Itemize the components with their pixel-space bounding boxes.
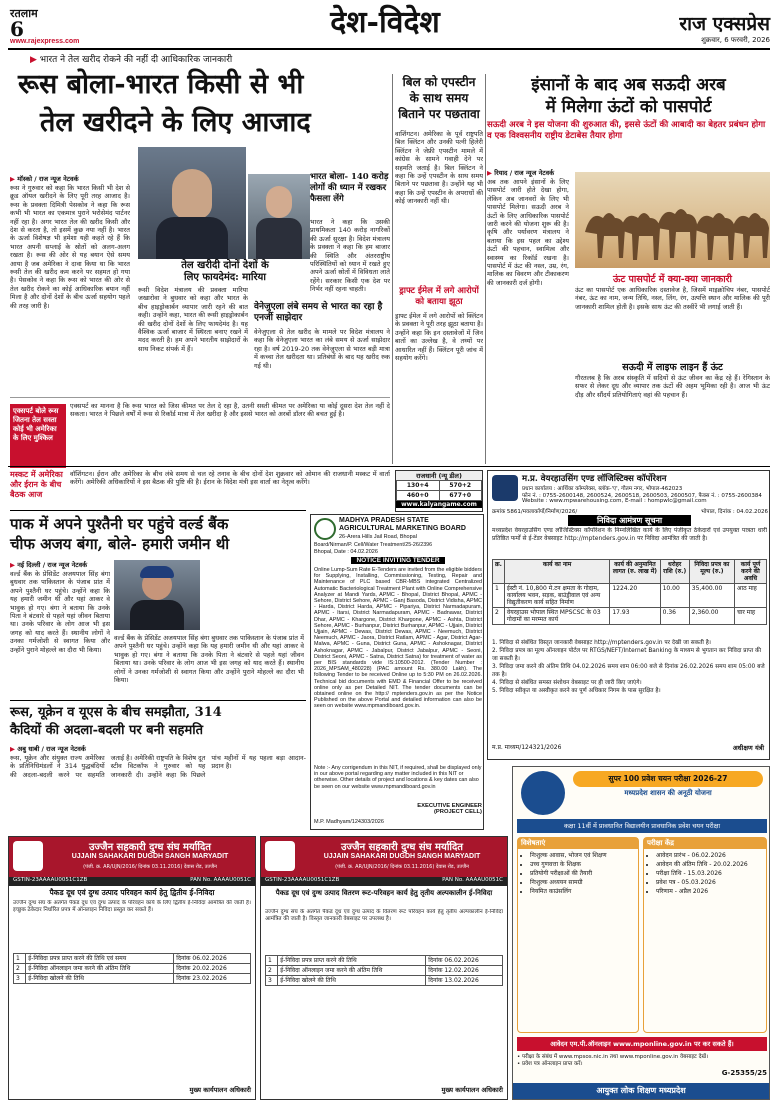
suit-shape [130, 600, 184, 630]
schedule-item: • परीक्षा तिथि - 15.03.2026 [656, 869, 766, 878]
org-web: Website : www.mpwarehousing.com, E-mail : hompwlc@gmail.com [522, 498, 707, 504]
byline-text: मॉस्को / राज न्यूज नेटवर्क [17, 175, 79, 183]
section-rule [8, 466, 770, 467]
table-cell: 1224.20 [610, 584, 660, 608]
ad-super100 [512, 766, 770, 1100]
table-header-cell: निविदा प्रपत्र का मूल्य (रु.) [689, 560, 734, 584]
table-cell: वेयरहाउस भोपाल स्थित MPSCSC के 03 गोदामों का मरम्मत कार्य [504, 608, 609, 625]
headline-1: रूस, यूक्रेन व यूएस के बीच समझौता, 314 [10, 705, 222, 720]
story-prisoner-swap [10, 700, 306, 830]
ad-title: पैकड दूध एवं दुग्ध उत्पाद वितरण रूट-परिवहन कार्य हेतु तृतीय अल्पकालीन ई-निविदा [275, 888, 493, 897]
body-col2: वर्ल्ड बैंक के प्रेसिडेंट अजयपाल सिंह बंगा बुधवार तक पाकिस्तान के पंजाब प्रांत में अपने पुश्तैनी घर पहुंचे। उन्होंने कहा कि यह हमारी जमीन थी और यहां आकर वे भावुक हो गए। बंगा ने बताया कि उनके पिता ने बंटवारे से पहले यहां जीवन बिताया था। उनके परिवार के लोग आज भी इस जगह को याद करते हैं। स्थानीय लोगों ने उनका गर्मजोशी से स्वागत किया और उन्होंने पुराने मोहल्ले का दौरा भी किया। [114, 634, 304, 685]
org-hindi: उज्जैन सहकारी दुग्ध संघ मर्यादित [88, 842, 212, 853]
mandi-logo-icon [314, 518, 336, 540]
ad-badge: सुपर 100 प्रवेश चयन परीक्षा 2026-27 [573, 771, 763, 787]
table-cell: दिनांक 23.02.2026 [174, 974, 251, 984]
tender-note: 1. निविदा से संबंधित विस्तृत जानकारी वेबसाइट http://mptenders.gov.in पर देखी जा सकती है। [492, 640, 712, 646]
ref-date: भोपाल, दिनांक : 04.02.2026 [701, 509, 768, 515]
schedule-item: • प्रवेश पत्र - 05.03.2026 [656, 878, 766, 887]
feature-item: • उच्च गुणवत्ता के शिक्षक [530, 860, 638, 869]
signatory: EXECUTIVE ENGINEER (PROJECT CELL) [417, 803, 482, 815]
ad-table [13, 953, 251, 984]
ad-banner: कक्षा 11वीं में प्रावधानित विद्यालयीन प्रावधानिक प्रवेश चयन परीक्षा [517, 819, 767, 833]
table-cell: ई-निविदा ऑनलाइन जमा करने की अंतिम तिथि [278, 966, 426, 976]
org-en: UJJAIN SAHAKARI DUGDH SANGH MARYADIT [71, 853, 229, 860]
body-col1: रूस ने गुरुवार को कहा कि भारत किसी भी देश से क्रूड ऑयल खरीदने के लिए पूरी तरह आजाद है। रूस के प्रवक्ता दिमित्री पेसकोव ने कहा कि रूस कभी भी भारत का एकमात्र पुराने भरोसेमंद पार्टनर नहीं रहा है। अगर भारत तेल की खरीद किसी और देश से करता है, तो इसमें कुछ नया नहीं है। भारत के ऊर्जा विशेषज्ञ भी हमेशा यही कहते रहे हैं कि भारत अपनी सप्लाई के स्रोतों को अलग-अलग रखता है। रूस की ओर से यह बयान ऐसे समय आया है जब अमेरिका ने दावा किया था कि भारत रूसी तेल की खरीद कम करने पर सहमत हो गया है। पेसकोव ने कहा कि रूस को भारत की ओर से तेल खरीद रोकने का कोई आधिकारिक बयान नहीं मिला है और दोनों देशों के बीच ऊर्जा सहयोग पहले की तरह जारी है। [10, 184, 130, 310]
ad-url[interactable]: www.kalyangame.com [396, 501, 482, 508]
feature-item: • निःशुल्क आवास, भोजन एवं शिक्षण [530, 851, 638, 860]
byline-text: नई दिल्ली / राज न्यूज नेटवर्क [17, 561, 88, 569]
table-cell: आठ माह [735, 584, 767, 608]
table-cell: दिनांक 06.02.2026 [426, 956, 503, 966]
caption-body: रूसी विदेश मंत्रालय की प्रवक्ता मारिया जखारोवा ने बुधवार को कहा और भारत के बीच हाइड्रोकार्बन व्यापार जारी रहने की बात कही। उन्होंने कहा, भारत की रूसी हाइड्रोकार्बन की खरीद दोनों देशों के लिए फायदेमंद है। यह वैश्विक ऊर्जा बाजार में स्थिरता बनाए रखने में मदद करती है। हम अपने भारतीय साझेदारों के साथ निकट संपर्क में हैं। [138, 286, 248, 353]
headline-1: पाक में अपने पुश्तैनी घर पहुंचे वर्ल्ड बैंक [10, 515, 229, 533]
signatory: मुख्य कार्यपालन अधिकारी [189, 1086, 251, 1094]
ad-footer: आयुक्त लोक शिक्षण मध्यप्रदेश [513, 1083, 769, 1099]
page-info [10, 6, 70, 42]
tax-ids [261, 877, 507, 886]
story-camel-passport [487, 74, 770, 464]
feature-item: • निःशुल्क अध्ययन सामग्री [530, 878, 638, 887]
headline-1: बिल को एपस्टीन [402, 75, 476, 89]
tax-ids [9, 877, 255, 886]
ad-body: उज्जैन दुग्ध संघ के अंतर्गत पैकड दूध एवं दुग्ध उत्पाद के परिवहन कार्य के लिए द्वितीय ई-निविदा आमंत्रित की जाती है। इच्छुक ठेकेदार निर्धारित प्रपत्र में ऑनलाइन निविदा प्रस्तुत कर सकते हैं। [13, 900, 251, 913]
kicker: ▶ भारत ने तेल खरीद रोकने की नहीं दी आधिकारिक जानकारी [30, 55, 233, 65]
ad-code: G-25355/25 [721, 1069, 767, 1077]
box-headline: ऊंट पासपोर्ट में क्या-क्या जानकारी [612, 274, 732, 285]
table-row [493, 584, 767, 608]
table-cell: चार माह [735, 608, 767, 625]
headline [10, 514, 306, 554]
right-head: परीक्षा केंद्र [644, 838, 766, 849]
table-row [493, 608, 767, 625]
divider [485, 74, 486, 464]
notice-title: NOTICE INVITING TENDER [351, 557, 445, 564]
rule [10, 510, 306, 511]
intro: मध्यप्रदेश वेयरहाउसिंग एण्ड लॉजिस्टिक्स कॉर्पोरेशन के निम्नलिखित कार्य के लिए पंजीकृत ठेकेदारों एवं उपयुक्त पात्रता धारी प्रतिष्ठित फर्मों से ई-टेंडर वेबसाइट http://mptenders.gov.in पर निविदा आमंत्रित की जाती है। [492, 527, 767, 543]
org-name-2: AGRICULTURAL MARKETING BOARD [339, 525, 466, 532]
subhead: ड्राफ्ट ईमेल में लगे आरोपों को बताया झूठा [399, 286, 479, 307]
headline-2: में मिलेगा ऊंटों को पासपोर्ट [545, 97, 712, 117]
tender-note: 5. निविदा स्वीकृत या अस्वीकृत करने का पूर्ण अधिकार निगम के पास सुरक्षित है। [492, 688, 661, 694]
face-shape-2 [266, 186, 292, 218]
ref: M.P. Madhyam/124303/2026 [314, 819, 384, 825]
org-addr: (पंजी. क्र. AR/UJN/2016/ दिनांक 03.11.2016) देवास रोड, उज्जैन [83, 864, 217, 870]
ad-note: • प्रवेश पत्र ऑनलाइन प्राप्त करें। [517, 1061, 583, 1067]
website-link[interactable]: www.rajexpress.com [10, 38, 80, 45]
table-row [14, 964, 251, 974]
ad-ujjain-tender-1 [8, 836, 256, 1100]
ad-body: उज्जैन दुग्ध संघ के अंतर्गत पैकड दूध एवं दुग्ध उत्पाद के वितरण रूट परिवहन कार्य हेतु तृतीय अल्पकालीन ई-निविदा आमंत्रित की जाती है। विस्तृत जानकारी वेबसाइट पर उपलब्ध है। [265, 909, 503, 922]
tender-warehouse [487, 470, 770, 760]
notice-body: Online Lump-Sum Rate E-Tenders are invited from the eligible bidders for Supplying, Installing, Commissioning, Testing, Repair and Maintenance of PLC based CBR-MBS integrated Centralized Automatic Bacteriological Treatment Plant with Online Comprehensive Analyzer at Mandi Yards, APMC - Bhopal, District Bhopal, APMC - Sehore, District Sehore, APMC - Ganj Basoda, District Vidisha, APMC - Harda, District Harda, APMC - Pipariya, District Narmadapuram, APMC - Itarsi, District Narmadapuram, APMC - Badnawar, District Dhar, APMC - Khargone, District Khargone, APMC - Ashta, District Sehore, APMC - Burhanpur, District Burhanpur, APMC - Ujjain, District Ujjain, APMC - Dewas, District Dewas, APMC - Neemuch, District Neemuch, APMC - Jaora, District Ratlam, APMC - Agar, District Agar-Malwa, APMC - Guna, District Guna, APMC - Ashoknagar, District Ashoknagar, APMC - Jabalpur, District Jabalpur, APMC - Seoni, District Seoni, APMC - Satna, District Satna) for treatment of water as per BIS standards vide IS:10500-2012. (Tender Number : 2026_MPSAM_480228) (PAC amount Rs. 380.00 Lakh). The following Tender to be received Online up to 5:30 PM on 26.02.2026. Technical bid documents with EMD & Financial Offer to be received online only as per Detailed NIT. The tender documents can be obtained online on the http:// mptenders.gov.in as per the Notice Published on the above Portal and detailed information can also be seen on website www.mpmandiboard.gov.in. [314, 567, 482, 710]
inset-rule [10, 397, 390, 398]
signatory: अधीक्षण यंत्री [732, 744, 764, 752]
schedule-item: • परिणाम - अप्रैल 2026 [656, 887, 766, 896]
table-cell: 570+2 [439, 481, 482, 491]
table-cell: ई-निविदा प्रपत्र प्राप्त करने की तिथि [278, 956, 426, 966]
tender-note: 2. निविदा प्रपत्र का मूल्य ऑनलाइन पोर्टल पर RTGS/NEFT/Internet Banking के माध्यम से भुगतान कर निविदा प्राप्त की जा सकती है। [492, 648, 761, 662]
org-en: UJJAIN SAHAKARI DUGDH SANGH MARYADIT [323, 853, 481, 860]
address: 26-Arera Hills Jail Road, Bhopal [339, 534, 417, 540]
table-cell: 35,400.00 [689, 584, 734, 608]
org-name: म.प्र. वेयरहाउसिंग एण्ड लॉजिस्टिक्स कॉर्पोरेशन [522, 474, 667, 484]
tender-note: 3. निविदा जमा करने की अंतिम तिथि 04.02.2026 समय शाम 06:00 बजे से दिनांक 26.02.2026 समय शाम 05:00 बजे तक है। [492, 664, 765, 678]
ad-header [9, 837, 255, 877]
table-cell: ई-निविदा खोलने की तिथि [26, 974, 174, 984]
gstin: GSTIN-23AAAAU0051C1ZB [13, 877, 88, 883]
body-col1: वर्ल्ड बैंक के प्रेसिडेंट अजयपाल सिंह बंगा बुधवार तक पाकिस्तान के पंजाब प्रांत में अपने पुश्तैनी घर पहुंचे। उन्होंने कहा कि यह हमारी जमीन थी और यहां आकर वे भावुक हो गए। बंगा ने बताया कि उनके पिता ने बंटवारे से पहले यहां जीवन बिताया था। उनके परिवार के लोग आज भी इस जगह को याद करते हैं। स्थानीय लोगों ने उनका गर्मजोशी से स्वागत किया और उन्होंने पुराने मोहल्ले का दौरा भी किया। [10, 570, 110, 654]
warehouse-logo-icon [492, 475, 518, 501]
ad-note: • परीक्षा के संबंध में www.mpsos.nic.in तथा www.mponline.gov.in वेबसाइट देखें। [517, 1054, 709, 1060]
city-name: रतलाम [10, 7, 38, 20]
table-cell: ई-निविदा प्रपत्र प्राप्त करने की तिथि एवं समय [26, 954, 174, 964]
feature-item: • नियमित काउंसलिंग [530, 887, 638, 896]
photo-caption [140, 260, 310, 284]
box-body-2: गौरतलब है कि अरब संस्कृति में सदियों से ऊंट जीवन का केंद्र रहे हैं। रेगिस्तान के सफर से लेकर दूध और व्यापार तक ऊंटों की अहम भूमिका रही है। आज भी ऊंट दौड़ और सौंदर्य प्रतियोगिताएं वहां की पहचान हैं। [575, 374, 770, 399]
table-row [266, 966, 503, 976]
table-cell: दिनांक 12.02.2026 [426, 966, 503, 976]
side-headline-2: वेनेजुएला लंबे समय से भारत का रहा है एनर्जी साझेदार [254, 302, 383, 323]
contact: Board/Nirman/P. Cell/Water Treatment/25-26/2396 [314, 542, 433, 548]
kalyan-ad [395, 470, 483, 512]
turban-shape [140, 566, 174, 578]
sanchi-logo-icon [265, 841, 295, 871]
table-row [266, 956, 503, 966]
side-headline: भारत बोला- 140 करोड़ लोगों की ध्यान में रखकर फैसला लेंगे [310, 172, 389, 204]
org-phone: फोन नं. : 0755-2600148, 2600524, 2600518, 2600503, 2600507, फैक्स नं. : 0755-2600384 [522, 493, 762, 499]
photo-maria [248, 174, 310, 259]
left-list [518, 851, 638, 896]
table-row [14, 954, 251, 964]
box-body: ऊंट का पासपोर्ट एक आधिकारिक दस्तावेज है, जिसमें माइक्रोचिप नंबर, पासपोर्ट नंबर, ऊंट का नाम, जन्म तिथि, नस्ल, लिंग, रंग, उत्पत्ति स्थान और मालिक की पूरी जानकारी शामिल होती है। इसके साथ ऊंट की तस्वीरें भी लगाई जाती हैं। [575, 286, 770, 311]
table-cell: ई-निविदा ऑनलाइन जमा करने की अंतिम तिथि [26, 964, 174, 974]
ad-notes [517, 1054, 717, 1082]
table-cell: 2 [493, 608, 505, 625]
table-cell: 677+0 [439, 491, 482, 501]
ad-table [396, 480, 482, 501]
tender-note: 4. निविदा से संबंधित समस्त संशोधन वेबसाइट पर ही जारी किए जाएंगे। [492, 680, 642, 686]
gstin: GSTIN-23AAAAU0051C1ZB [265, 877, 340, 883]
table-header-cell: क्र. [493, 560, 505, 584]
date: Bhopal, Date : 04.02.2026 [314, 549, 378, 555]
headline-2: के साथ समय [409, 91, 469, 105]
table-cell: 2 [266, 966, 278, 976]
ad-right-box [643, 837, 767, 1033]
headline-2: चीफ अजय बंगा, बोले- हमारी जमीन थी [10, 535, 230, 553]
signatory: मुख्य कार्यपालन अधिकारी [441, 1086, 503, 1094]
box-headline-2: सऊदी में लाइफ लाइन हैं ऊंट [622, 362, 723, 373]
issue-date: शुक्रवार, 6 फरवरी, 2026 [701, 36, 770, 44]
mp-emblem-icon [521, 771, 565, 815]
table-row [397, 481, 482, 491]
side-body-2: वेनेजुएला से तेल खरीद के मामले पर विदेश मंत्रालय ने कहा कि वेनेजुएला भारत का लंबे समय से ऊर्जा साझेदार रहा है। वर्ष 2019-20 तक वेनेजुएला से भारत बड़ी मात्रा में कच्चा तेल खरीदता था। प्रतिबंधों के बाद यह खरीद रुक गई थी। [254, 328, 390, 370]
camel-photo [575, 172, 770, 268]
brief-headline: मस्कट में अमेरिका और ईरान के बीच बैठक आज [10, 470, 63, 499]
org-addr: (पंजी. क्र. AR/UJN/2016/ दिनांक 03.11.2016) देवास रोड, उज्जैन [335, 864, 469, 870]
ad-title: राजधानी (न्यू डील) [396, 471, 482, 480]
photo-spokesman [138, 147, 246, 259]
table-row [266, 976, 503, 986]
apply-banner[interactable]: आवेदन एम.पी.ऑनलाइन www.mponline.gov.in पर कर सकते हैं। [517, 1037, 767, 1051]
ad-sub: मध्यप्रदेश शासन की अनूठी योजना [624, 789, 712, 797]
subhead: सऊदी अरब ने इस योजना की शुरुआत की, इससे ऊंटों की आबादी का बेहतर प्रबंधन होगा व एक विश्वसनीय राष्ट्रीय डेटाबेस तैयार होगा [487, 120, 766, 141]
byline-text: अबु धाबी / राज न्यूज नेटवर्क [17, 745, 86, 753]
schedule-item: • आवेदन की अंतिम तिथि - 20.02.2026 [656, 860, 766, 869]
byline-text: रियाद / राज न्यूज नेटवर्क [494, 169, 555, 177]
photo-banga [114, 560, 200, 630]
notice-note: Note :- Any corrigendum in this NIT, if required, shall be displayed only in our above portal regarding any matter included in this NIT or otherwise. Other details of project and locations & key dates can also be seen on our website www.mpmandiboard.gov.in [314, 765, 482, 790]
body: रूस, यूक्रेन और संयुक्त राज्य अमेरिका के प्रतिनिधिमंडलों ने 314 युद्धबंदियों की अदला-बदली करने पर सहमति जताई है। अमेरिकी राष्ट्रपति के विशेष दूत स्टीव विटकॉफ ने गुरुवार को यह जानकारी दी। उन्होंने कहा कि पिछले पांच महीनों में यह पहला बड़ा आदान-प्रदान है। [10, 754, 306, 779]
tender-notes [492, 639, 767, 739]
notice-title: निविदा आमंत्रण सूचना [568, 515, 691, 526]
table-cell: 3 [266, 976, 278, 986]
inset-body: एक्सपर्ट का मानना है कि रूस भारत को जिस कीमत पर तेल दे रहा है, उतनी सस्ती कीमत पर अमेरिका या कोई दूसरा देश तेल नहीं दे सकता। भारत ने पिछले वर्षों में रूस से रिकॉर्ड मात्रा में तेल खरीदा है और इससे भारत को अरबों डॉलर की बचत हुई है। [70, 402, 390, 419]
table-cell: 460+0 [397, 491, 440, 501]
story-clinton [395, 74, 483, 464]
pan: PAN No. AAAAU0051C [190, 877, 251, 883]
left-head: विशेषताएं [518, 838, 638, 849]
divider [392, 74, 393, 464]
sanchi-logo-icon [13, 841, 43, 871]
org-address: प्रधान कार्यालय : आर्थिका कॉम्प्लेक्स, ब्लॉक-'ए', गौतम नगर, भोपाल-462023 [522, 486, 683, 492]
body: वाशिंगटन। अमेरिका के पूर्व राष्ट्रपति बिल क्लिंटन और उनकी पत्नी हिलेरी क्लिंटन ने जेफ्री एपस्टीन मामले में कांग्रेस के सामने गवाही देने पर सहमति जताई है। बिल क्लिंटन ने कहा कि उन्हें एपस्टीन के साथ समय बिताने पर पछतावा है। उन्होंने यह भी कहा कि उन्हें एपस्टीन के अपराधों की कोई जानकारी नहीं थी। [395, 130, 483, 206]
brief-body: वॉशिंगटन। ईरान और अमेरिका के बीच लंबे समय से चल रहे तनाव के बीच दोनों देश शुक्रवार को ओमान की राजधानी मस्कट में वार्ता करेंगे। अमेरिकी अधिकारियों ने इस बैठक की पुष्टि की है। ईरान के विदेश मंत्री इस वार्ता का नेतृत्व करेंगे। [70, 470, 390, 487]
table-cell: 1 [493, 584, 505, 608]
table-cell: ईस्टी नं. 10,800 मे.टन क्षमता के गोदाम, कार्यालय भवन, सड़क, बाउंड्रीवाल एवं अन्य विद्युतीकरण कार्य सहित निर्माण [504, 584, 609, 608]
table-cell: 3 [14, 974, 26, 984]
table-cell: 1 [14, 954, 26, 964]
feature-item: • प्रतियोगी परीक्षाओं की तैयारी [530, 869, 638, 878]
table-cell: ई-निविदा खोलने की तिथि [278, 976, 426, 986]
header-rule [8, 48, 770, 50]
ad-title: पैकड दूध एवं दुग्ध उत्पाद परिवहन कार्य हेतु द्वितीय ई-निविदा [49, 888, 215, 897]
headline [395, 74, 483, 122]
brand-logo: राज एक्सप्रेस [679, 13, 770, 35]
table-header-cell: कार्य की अनुमानित लागत (रु. लाख में) [610, 560, 660, 584]
headline-3: बिताने पर पछतावा [398, 107, 480, 121]
face-shape [172, 169, 212, 219]
pan: PAN No. AAAAU0051C [442, 877, 503, 883]
body: अब तक आपने इंसानों के लिए पासपोर्ट जारी होते देखा होगा, लेकिन अब जानवरों के लिए भी पासपोर्ट मिलेगा। सऊदी अरब ने ऊंटों के लिए आधिकारिक पासपोर्ट जारी करने की योजना शुरू की है। कृषि और पर्यावरण मंत्रालय ने बताया कि इस पहल का उद्देश्य ऊंटों की पहचान, स्वामित्व और स्वास्थ्य का रिकॉर्ड रखना है। पासपोर्ट में ऊंट की नस्ल, उम्र, रंग, मालिक का विवरण और टीकाकरण की जानकारी दर्ज होगी। [487, 178, 569, 287]
table-cell: 10.00 [660, 584, 689, 608]
org-name-1: MADHYA PRADESH STATE [339, 517, 429, 524]
table-cell: दिनांक 20.02.2026 [174, 964, 251, 974]
table-cell: 1 [266, 956, 278, 966]
headline-line2: तेल खरीदने के लिए आजाद [40, 107, 311, 138]
ad-left-box [517, 837, 639, 1033]
byline: ▶ रियाद / राज न्यूज नेटवर्क [487, 169, 555, 177]
kicker-text: भारत ने तेल खरीद रोकने की नहीं दी आधिकारिक जानकारी [39, 55, 233, 65]
table-cell: 2 [14, 964, 26, 974]
camel-silhouettes [575, 172, 770, 268]
story-russia-oil [10, 52, 390, 522]
org-hindi: उज्जैन सहकारी दुग्ध संघ मर्यादित [340, 842, 464, 853]
ad-header [261, 837, 507, 877]
sub-body: ड्राफ्ट ईमेल में लगे आरोपों को क्लिंटन के प्रवक्ता ने पूरी तरह झूठा बताया है। उन्होंने कहा कि इन दस्तावेजों में जिन बातों का उल्लेख है, वे तथ्यों पर आधारित नहीं हैं। क्लिंटन पूरी जांच में सहयोग करेंगे। [395, 312, 483, 363]
byline: ▶ मॉस्को / राज न्यूज नेटवर्क [10, 175, 79, 183]
table-cell: 2,360.00 [689, 608, 734, 625]
headline [10, 704, 306, 740]
org-name [339, 517, 481, 533]
ref-no: क्रमांक 5861/मवलाकॉर्पो/निर्माण/2026/ [492, 509, 578, 515]
ad-ujjain-tender-2 [260, 836, 508, 1100]
table-cell: 17.93 [610, 608, 660, 625]
table-row [14, 974, 251, 984]
suit-shape [156, 217, 228, 259]
ad-table [265, 955, 503, 986]
headline-2: कैदियों की अदला-बदली पर बनी सहमति [10, 723, 204, 738]
photo-caption-1: तेल खरीदी दोनों देशों के [181, 260, 269, 271]
table-cell: 130+4 [397, 481, 440, 491]
tender-table [492, 559, 767, 625]
table-cell: दिनांक 06.02.2026 [174, 954, 251, 964]
headline-line1: रूस बोला-भारत किसी से भी [18, 69, 304, 100]
photo-caption-2: लिए फायदेमंद: मारिया [184, 272, 266, 283]
headline [487, 74, 770, 118]
table-header-cell: कार्य पूर्ण करने की अवधि [735, 560, 767, 584]
byline: ▶ नई दिल्ली / राज न्यूज नेटवर्क [10, 561, 88, 569]
headline-1: इंसानों के बाद अब सऊदी अरब [531, 75, 726, 95]
tender-mandi-board [310, 514, 484, 830]
table-cell: 0.36 [660, 608, 689, 625]
table-row [397, 491, 482, 501]
page-number: 6 [10, 17, 24, 41]
table-header-cell: धरोहर राशि (रु.) [660, 560, 689, 584]
ref-2: म.प्र. माध्यम/124321/2026 [492, 744, 562, 751]
right-list [644, 851, 766, 896]
story-world-bank [10, 510, 306, 720]
suit-shape-2 [256, 218, 302, 259]
table-cell: दिनांक 13.02.2026 [426, 976, 503, 986]
side-body: भारत ने कहा कि उसकी प्राथमिकता 140 करोड़ नागरिकों की ऊर्जा सुरक्षा है। विदेश मंत्रालय के प्रवक्ता ने कहा कि हम बाजार की स्थिति और अंतरराष्ट्रीय परिस्थितियों को ध्यान में रखते हुए अपने ऊर्जा स्रोतों में विविधता लाते रहेंगे। सरकार किसी एक देश पर निर्भर नहीं रहना चाहती। [310, 218, 390, 294]
inset-label: एक्सपर्ट बोले रूस जितना तेल सस्ता कोई भी अमेरिका के लिए मुश्किल [10, 404, 66, 468]
table-header-cell: कार्य का नाम [504, 560, 609, 584]
rule [10, 700, 306, 701]
byline: ▶ अबु धाबी / राज न्यूज नेटवर्क [10, 745, 86, 753]
section-title: देश-विदेश [330, 5, 440, 40]
schedule-item: • आवेदन प्रारंभ - 06.02.2026 [656, 851, 766, 860]
